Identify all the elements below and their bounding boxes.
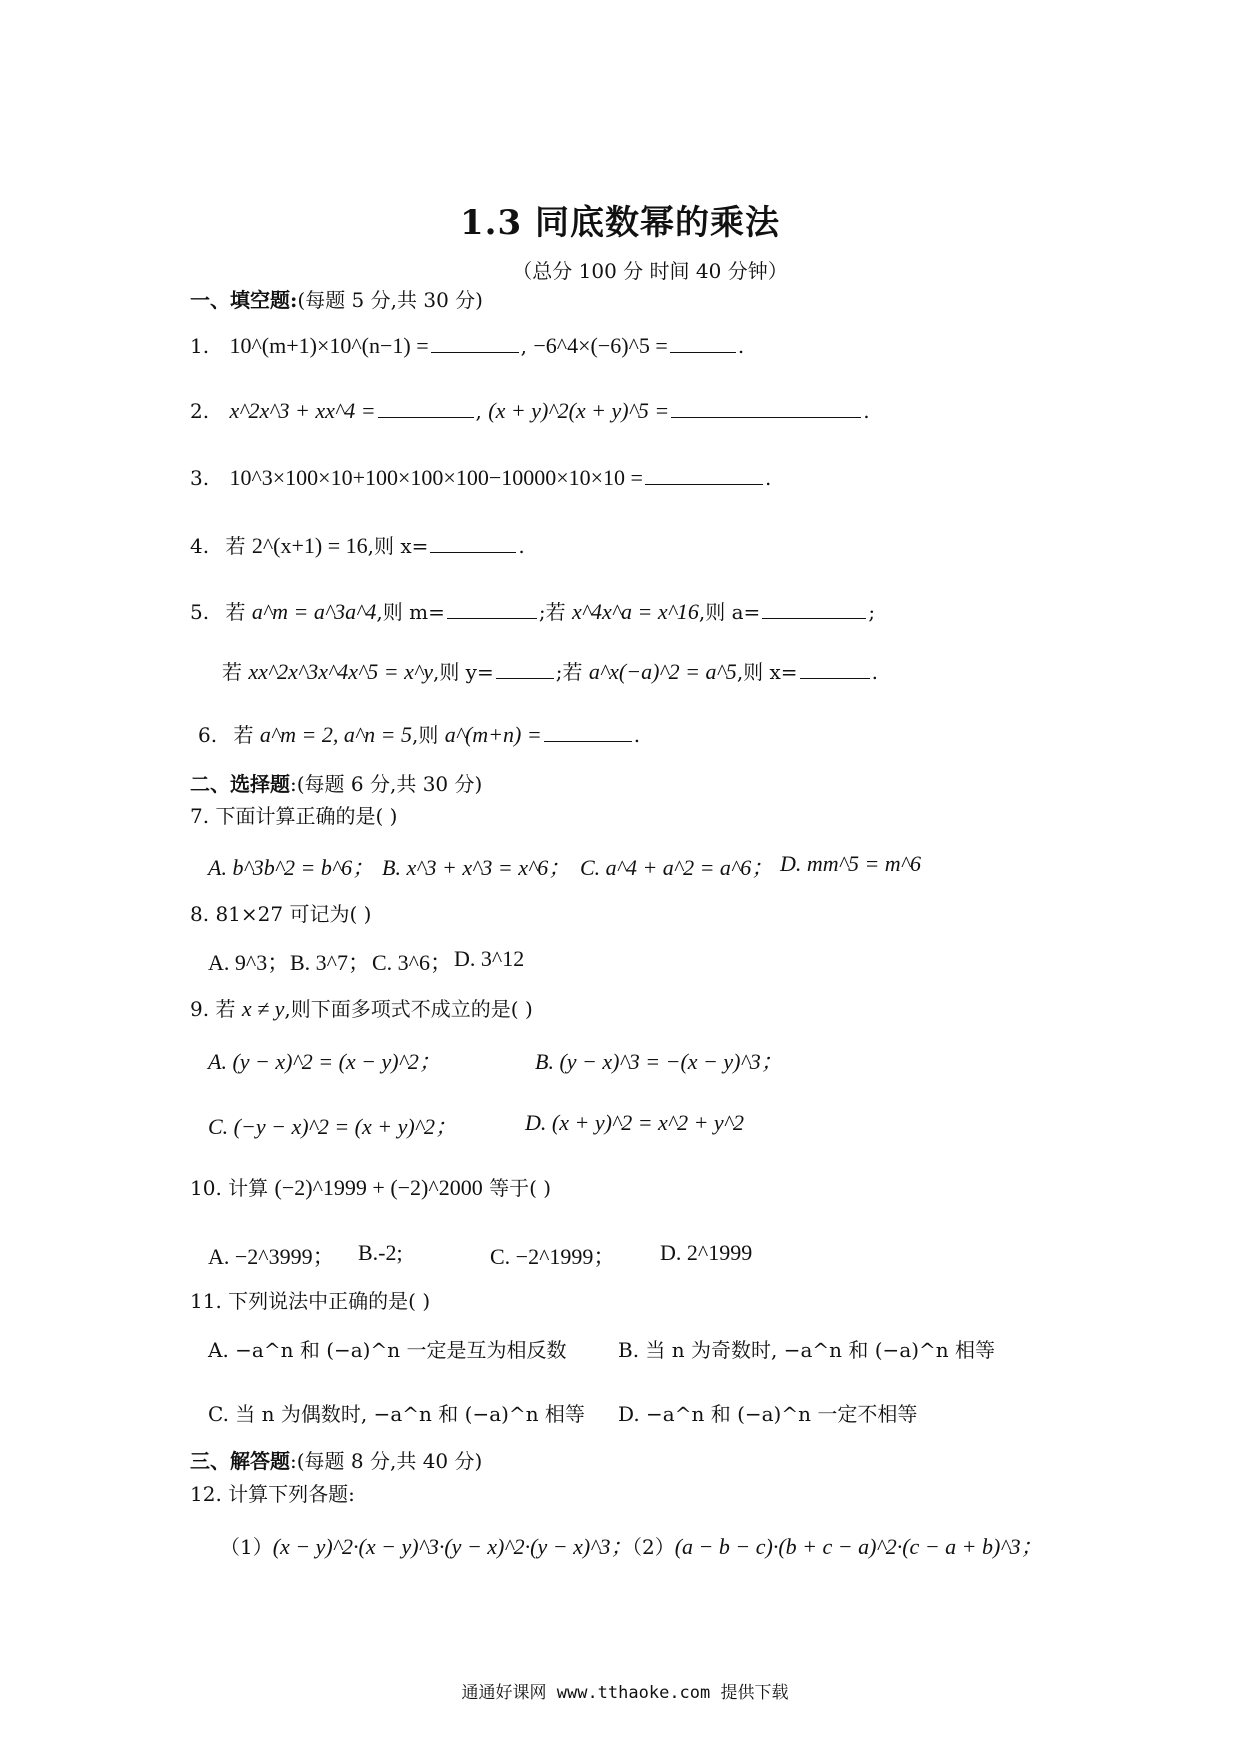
q5-part3-pre: 若 [222, 660, 242, 684]
q11-c-text: C. 当 n 为偶数时, −a^n 和 (−a)^n 相等 [208, 1402, 585, 1426]
q11-d-text: D. −a^n 和 (−a)^n 一定不相等 [618, 1402, 918, 1426]
question-11-option-d[interactable] [618, 1398, 917, 1427]
q5-blank4[interactable] [800, 677, 870, 679]
question-10-option-b[interactable] [358, 1240, 403, 1266]
section-fill-header [190, 284, 483, 313]
q8-c-text: C. 3^6； [372, 950, 452, 975]
question-7-option-d[interactable] [780, 851, 921, 877]
q7-a-text: A. b^3b^2 = b^6； [208, 855, 375, 880]
question-4: 4. 若 2^(x+1) = 16,则 x= . [190, 533, 525, 558]
q8-a-text: A. 9^3； [208, 950, 290, 975]
q6-pre: 若 [233, 723, 254, 747]
q12-p1-expr: (x − y)^2·(x − y)^3·(y − x)^2·(y − x)^3； [272, 1534, 633, 1559]
question-10-option-d[interactable] [660, 1240, 752, 1266]
q5-part1-expr: a^m = a^3a^4 [251, 599, 377, 624]
q10-stem-expr: (−2)^1999 + (−2)^2000 [274, 1175, 483, 1200]
question-11-stem: 11. 下列说法中正确的是( ) [190, 1289, 431, 1313]
q5-blank2[interactable] [762, 617, 866, 619]
q9-stem-post: ,则下面多项式不成立的是( ) [284, 997, 533, 1021]
q8-b-text: B. 3^7； [290, 950, 370, 975]
q4-pre: 若 [225, 534, 246, 558]
question-5: 5. 若 a^m = a^3a^4,则 m= ;若 x^4x^a = x^16,则 a= ; [190, 599, 876, 624]
q6-number: 6. [198, 723, 218, 747]
question-11-option-c[interactable] [208, 1398, 585, 1427]
question-9-option-a[interactable] [208, 1045, 441, 1076]
question-8-option-a[interactable] [208, 946, 289, 977]
q5-part1-post: ,则 m= [376, 600, 445, 624]
q1-blank2[interactable] [670, 351, 736, 353]
q5-part3-expr: xx^2x^3x^4x^5 = x^y [248, 659, 433, 684]
q2-number: 2. [190, 399, 210, 423]
question-9-option-b[interactable] [535, 1045, 783, 1076]
q6-expr: a^m = 2, a^n = 5 [259, 722, 412, 747]
q6-post: ,则 [411, 723, 439, 747]
q5-part2-pre: ;若 [538, 600, 566, 624]
q12-p2-label: （2） [622, 1535, 675, 1559]
page-footer: 通通好课网 www.tthaoke.com 提供下载 [461, 1683, 789, 1703]
q1-expr2: −6^4×(−6)^5 = [533, 333, 668, 358]
q3-expr: 10^3×100×10+100×100×100−10000×10×10 = [229, 465, 643, 490]
question-8-option-b[interactable] [290, 946, 370, 977]
page-title: 1.3 同底数幂的乘法 [460, 203, 780, 243]
question-8-option-c[interactable] [372, 946, 452, 977]
q2-blank1[interactable] [378, 416, 474, 418]
section-solve-note: :(每题 8 分,共 40 分) [290, 1449, 483, 1473]
q6-blank[interactable] [544, 740, 632, 742]
q9-c-text: C. (−y − x)^2 = (x + y)^2； [208, 1114, 457, 1139]
question-10-option-a[interactable] [208, 1240, 335, 1271]
q5-part3-post: ,则 y= [432, 660, 494, 684]
q4-post: ,则 x= [367, 534, 429, 558]
q7-d-text: D. mm^5 = m^6 [780, 851, 921, 876]
q2-blank2[interactable] [671, 416, 861, 418]
question-12-part1 [220, 1530, 632, 1561]
q3-blank[interactable] [645, 483, 763, 485]
q9-d-text: D. (x + y)^2 = x^2 + y^2 [525, 1110, 744, 1135]
question-10-stem [190, 1172, 551, 1201]
q8-d-text: D. 3^12 [454, 946, 525, 971]
q5-part4-pre: ;若 [555, 660, 583, 684]
section-choice-note: :(每题 6 分,共 30 分) [290, 772, 483, 796]
q5-blank3[interactable] [496, 677, 554, 679]
q10-a-text: A. −2^3999； [208, 1244, 335, 1269]
q10-stem-post: 等于( ) [489, 1176, 552, 1200]
q7-c-text: C. a^4 + a^2 = a^6； [580, 855, 774, 880]
question-7-option-c[interactable] [580, 851, 773, 882]
question-8-option-d[interactable] [454, 946, 524, 972]
q6-expr2: a^(m+n) = [444, 722, 542, 747]
question-6: 6. 若 a^m = 2, a^n = 5,则 a^(m+n) = . [198, 722, 641, 747]
q5-part2-expr: x^4x^a = x^16 [571, 599, 699, 624]
q10-stem-pre: 10. 计算 [190, 1176, 269, 1200]
section-solve-header [190, 1445, 482, 1474]
question-9-option-c[interactable] [208, 1110, 457, 1141]
q12-p2-expr: (a − b − c)·(b + c − a)^2·(c − a + b)^3； [674, 1534, 1043, 1559]
q2-expr1: x^2x^3 + xx^4 = [229, 398, 376, 423]
question-12-stem: 12. 计算下列各题: [190, 1482, 355, 1506]
question-2: 2. x^2x^3 + xx^4 = , (x + y)^2(x + y)^5 = . [190, 398, 870, 423]
section-choice-heading: 二、选择题 [190, 772, 290, 796]
question-11-option-b[interactable] [618, 1334, 995, 1363]
question-7-stem: 7. 下面计算正确的是( ) [190, 804, 398, 828]
q1-number: 1. [190, 334, 210, 358]
question-7-option-a[interactable] [208, 851, 374, 882]
q11-a-text: A. −a^n 和 (−a)^n 一定是互为相反数 [208, 1338, 567, 1362]
q3-number: 3. [190, 466, 210, 490]
q7-b-text: B. x^3 + x^3 = x^6； [382, 855, 571, 880]
q1-blank1[interactable] [431, 351, 519, 353]
q5-part4-expr: a^x(−a)^2 = a^5 [588, 659, 737, 684]
q5-blank1[interactable] [447, 617, 537, 619]
q9-a-text: A. (y − x)^2 = (x − y)^2； [208, 1049, 441, 1074]
q5-number: 5. [190, 600, 210, 624]
q10-d-text: D. 2^1999 [660, 1240, 753, 1265]
q4-blank[interactable] [430, 551, 516, 553]
q9-stem-expr: x ≠ y [241, 996, 285, 1021]
section-fill-note: (每题 5 分,共 30 分) [297, 288, 483, 312]
page-subtitle: （总分 100 分 时间 40 分钟） [512, 259, 788, 283]
q1-expr1: 10^(m+1)×10^(n−1) = [229, 333, 429, 358]
question-8-stem: 8. 81×27 可记为( ) [190, 902, 372, 926]
q9-b-text: B. (y − x)^3 = −(x − y)^3； [535, 1049, 783, 1074]
q4-number: 4. [190, 534, 210, 558]
q12-p1-label: （1） [220, 1535, 273, 1559]
question-3: 3. 10^3×100×10+100×100×100−10000×10×10 = . [190, 465, 772, 490]
question-9-stem [190, 993, 533, 1022]
q4-expr: 2^(x+1) = 16 [251, 533, 368, 558]
q5-part4-post: ,则 x= [736, 660, 798, 684]
question-10-option-c[interactable] [490, 1240, 615, 1271]
section-solve-heading: 三、解答题 [190, 1449, 290, 1473]
section-fill-heading: 一、填空题: [190, 288, 298, 312]
question-11-option-a[interactable] [208, 1334, 566, 1363]
q5-part2-post: ,则 a= [698, 600, 761, 624]
q5-part1-pre: 若 [225, 600, 246, 624]
section-choice-header [190, 768, 482, 797]
q10-b-text: B.-2; [358, 1240, 403, 1265]
question-5-line2: 若 xx^2x^3x^4x^5 = x^y,则 y= ;若 a^x(−a)^2 = a^5,则 x= . [222, 659, 878, 684]
question-7-option-b[interactable] [382, 851, 570, 882]
q2-expr2: (x + y)^2(x + y)^5 = [488, 398, 670, 423]
question-1: 1. 10^(m+1)×10^(n−1) = , −6^4×(−6)^5 = . [190, 333, 745, 358]
question-9-option-d[interactable] [525, 1110, 744, 1136]
q9-stem-pre: 9. 若 [190, 997, 236, 1021]
q11-b-text: B. 当 n 为奇数时, −a^n 和 (−a)^n 相等 [618, 1338, 996, 1362]
question-12-part2 [622, 1530, 1043, 1561]
q10-c-text: C. −2^1999； [490, 1244, 616, 1269]
